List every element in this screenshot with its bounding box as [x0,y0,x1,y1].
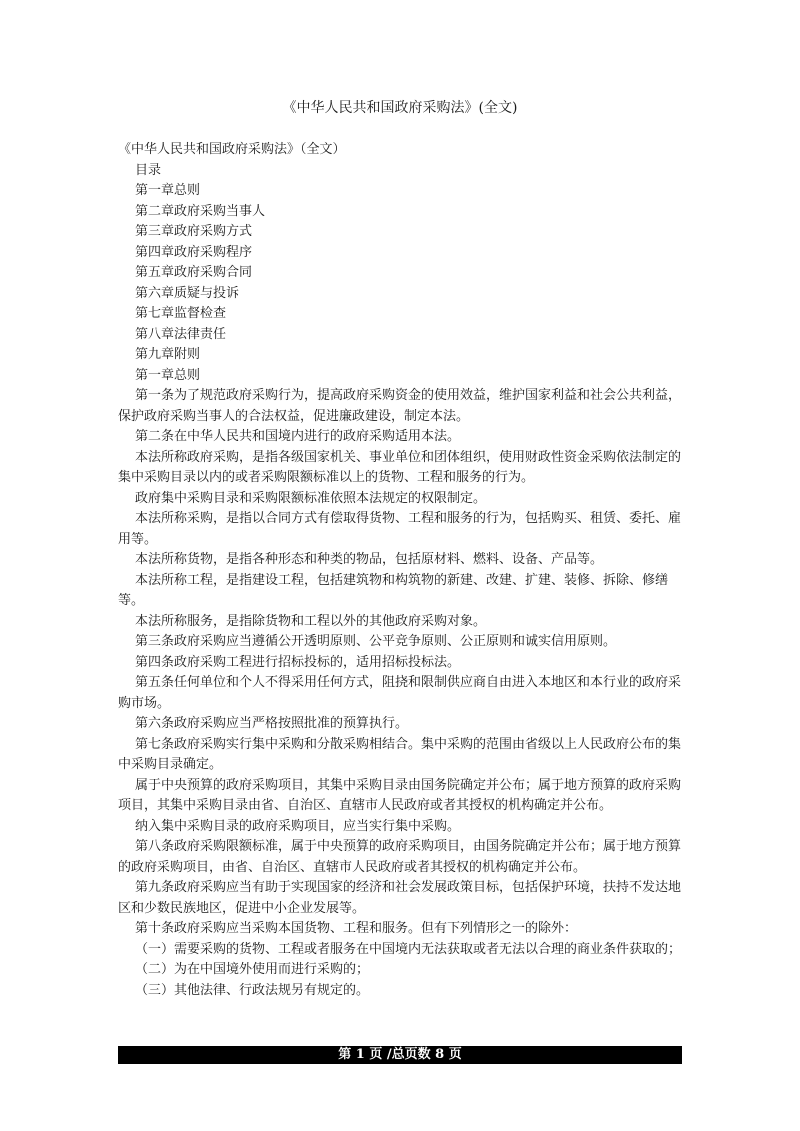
paragraph: 第九章附则 [135,347,201,362]
paragraph: 第一章总则 [135,183,201,198]
paragraph: 第一章总则 [135,367,201,383]
paragraph: 第一条为了规范政府采购行为，提高政府采购资金的使用效益，维护国家利益和社会公共利益，保护政府采购当事人的合法权益，促进廉政建设，制定本法。 [118,388,682,424]
document-body [118,140,686,1001]
paragraph: 《中华人民共和国政府采购法》（全文） [118,142,346,157]
paragraph: 本法所称服务，是指除货物和工程以外的其他政府采购对象。 [135,613,487,629]
paragraph: 目录 [135,162,162,178]
paragraph: （二）为在中国境外使用而进行采购的； [135,962,370,977]
paragraph: 第五章政府采购合同 [135,265,253,280]
paragraph: 第七章监督检查 [135,306,227,321]
paragraph: 本法所称货物，是指各种形态和种类的物品，包括原材料、燃料、设备、产品等。 [135,552,604,567]
paragraph: 第六章质疑与投诉 [135,285,240,301]
paragraph: 本法所称采购，是指以合同方式有偿取得货物、工程和服务的行为，包括购买、租赁、委托、雇用等。 [118,511,682,547]
paragraph: 第二章政府采购当事人 [135,203,266,219]
paragraph: 第四条政府采购工程进行招标投标的，适用招标投标法。 [135,654,461,670]
paragraph: 第四章政府采购程序 [135,244,253,260]
paragraph: 第三条政府采购应当遵循公开透明原则、公平竞争原则、公正原则和诚实信用原则。 [135,634,617,649]
paragraph: 本法所称工程，是指建设工程，包括建筑物和构筑物的新建、改建、扩建、装修、拆除、修缮等。 [118,572,669,608]
paragraph: 第六条政府采购应当严格按照批准的预算执行。 [135,716,409,731]
paragraph: 第九条政府采购应当有助于实现国家的经济和社会发展政策目标，包括保护环境，扶持不发达地区和少数民族地区，促进中小企业发展等。 [118,880,682,916]
paragraph: （一）需要采购的货物、工程或者服务在中国境内无法获取或者无法以合理的商业条件获取的； [135,941,682,957]
paragraph: 第八章法律责任 [135,326,227,342]
paragraph: 第八条政府采购限额标准，属于中央预算的政府采购项目，由国务院确定并公布；属于地方预算的政府采购项目，由省、自治区、直辖市人民政府或者其授权的机构确定并公布。 [118,839,682,875]
paragraph: 第二条在中华人民共和国境内进行的政府采购适用本法。 [135,429,461,444]
paragraph: 第十条政府采购应当采购本国货物、工程和服务。但有下列情形之一的除外： [135,921,578,936]
document-title: 《中华人民共和国政府采购法》(全文) [282,100,518,116]
paragraph: （三）其他法律、行政法规另有规定的。 [135,982,370,998]
paragraph: 政府集中采购目录和采购限额标准依照本法规定的权限制定。 [135,490,487,506]
paragraph: 第三章政府采购方式 [135,224,253,239]
paragraph: 属于中央预算的政府采购项目，其集中采购目录由国务院确定并公布；属于地方预算的政府采购项目，其集中采购目录由省、自治区、直辖市人民政府或者其授权的机构确定并公布。 [118,777,682,813]
paragraph: 第五条任何单位和个人不得采用任何方式，阻挠和限制供应商自由进入本地区和本行业的政府采购市场。 [118,675,682,711]
paragraph: 纳入集中采购目录的政府采购项目，应当实行集中采购。 [135,818,461,834]
paragraph: 第七条政府采购实行集中采购和分散采购相结合。集中采购的范围由省级以上人民政府公布的集中采购目录确定。 [118,736,682,772]
page-footer: 第 1 页 /总页数 8 页 [118,1046,682,1064]
paragraph: 本法所称政府采购，是指各级国家机关、事业单位和团体组织，使用财政性资金采购依法制定的集中采购目录以内的或者采购限额标准以上的货物、工程和服务的行为。 [118,449,682,485]
